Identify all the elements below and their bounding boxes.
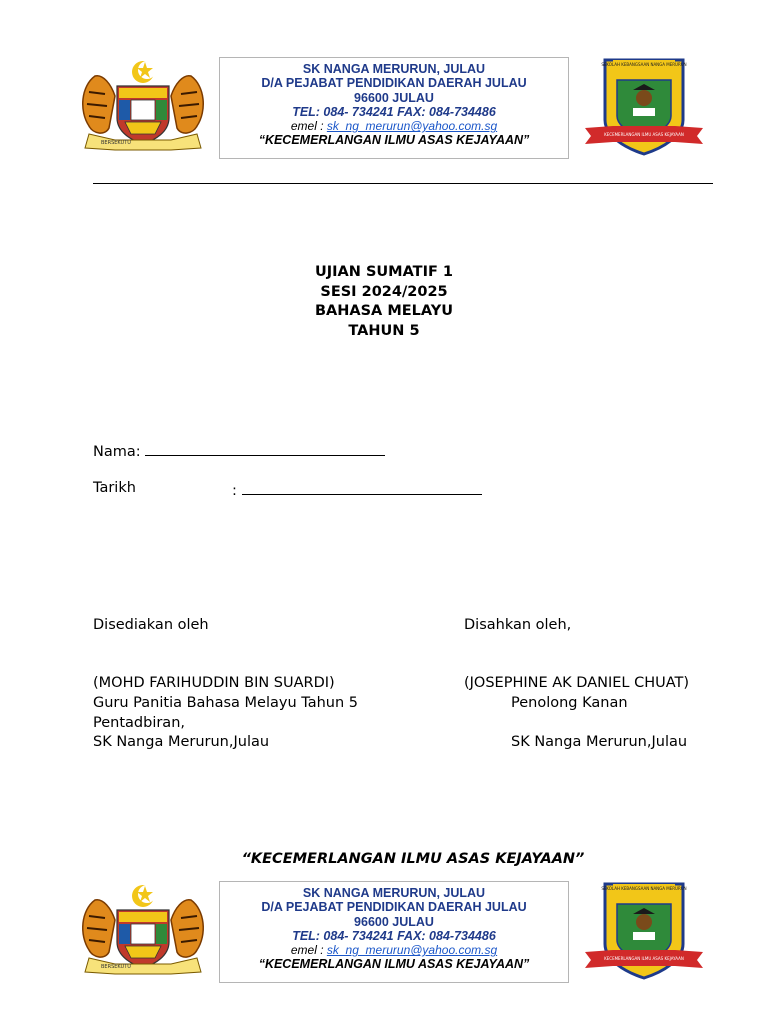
email-link[interactable]: sk_ng_merurun@yahoo.com.sg: [326, 119, 498, 134]
school-motto: “KECEMERLANGAN ILMU ASAS KEJAYAAN”: [258, 133, 530, 148]
district-office: D/A PEJABAT PENDIDIKAN DAERAH JULAU: [261, 76, 527, 91]
exam-title: UJIAN SUMATIF 1: [314, 264, 454, 280]
contact-numbers: TEL: 084- 734241 FAX: 084-734486: [292, 928, 496, 943]
preparer-school: SK Nanga Merurun,Julau: [93, 734, 270, 750]
exam-session: SESI 2024/2025: [320, 283, 448, 300]
email-label: emel :: [290, 943, 327, 958]
prepared-by-label: Disediakan oleh: [93, 617, 209, 633]
exam-year: TAHUN 5: [348, 323, 420, 340]
verifier-name: (JOSEPHINE AK DANIEL CHUAT): [464, 675, 690, 691]
letterhead-info-box: [219, 57, 569, 159]
contact-numbers: TEL: 084- 734241 FAX: 084-734486: [292, 104, 496, 119]
crest-motto-text: BERSEKUTU: [101, 964, 131, 970]
date-row: [232, 479, 482, 502]
letterhead-top: [75, 56, 705, 166]
date-label: Tarikh: [93, 480, 136, 496]
email-line: [220, 119, 568, 133]
malaysia-crest-icon: [75, 56, 211, 160]
header-divider: [93, 183, 713, 184]
school-name: SK NANGA MERURUN, JULAU: [302, 886, 486, 900]
postcode: 96600 JULAU: [354, 90, 434, 105]
email-label: emel :: [290, 119, 327, 134]
name-field-line[interactable]: [145, 440, 385, 456]
crest-motto-text: BERSEKUTU: [101, 140, 131, 146]
name-row: [93, 440, 385, 463]
school-badge-icon: [583, 880, 705, 984]
verifier-role: Penolong Kanan: [511, 695, 628, 711]
exam-title-block: [0, 263, 768, 342]
exam-subject: BAHASA MELAYU: [314, 303, 454, 320]
name-label: Nama:: [93, 444, 141, 460]
school-motto: “KECEMERLANGAN ILMU ASAS KEJAYAAN”: [258, 957, 530, 972]
school-name: SK NANGA MERURUN, JULAU: [302, 62, 486, 76]
preparer-role-2: Pentadbiran,: [93, 715, 185, 731]
badge-ribbon-text: KECEMERLANGAN ILMU ASAS KEJAYAAN: [604, 956, 684, 961]
preparer-name: (MOHD FARIHUDDIN BIN SUARDI): [93, 675, 335, 691]
email-line: [220, 943, 568, 957]
verified-by-label: Disahkan oleh,: [464, 617, 572, 633]
date-colon: :: [232, 483, 237, 499]
email-link[interactable]: sk_ng_merurun@yahoo.com.sg: [326, 943, 498, 958]
school-badge-icon: [583, 56, 705, 160]
badge-top-text: SEKOLAH KEBANGSAAN NANGA MERURUN: [601, 62, 687, 67]
malaysia-crest-icon: [75, 880, 211, 984]
letterhead-bottom: [75, 880, 705, 990]
preparer-role: Guru Panitia Bahasa Melayu Tahun 5: [93, 695, 359, 711]
postcode: 96600 JULAU: [354, 914, 434, 929]
verifier-school: SK Nanga Merurun,Julau: [511, 734, 688, 750]
letterhead-info-box: [219, 881, 569, 983]
district-office: D/A PEJABAT PENDIDIKAN DAERAH JULAU: [261, 900, 527, 915]
footer-motto: “KECEMERLANGAN ILMU ASAS KEJAYAAN”: [241, 851, 585, 867]
badge-top-text: SEKOLAH KEBANGSAAN NANGA MERURUN: [601, 886, 687, 891]
badge-ribbon-text: KECEMERLANGAN ILMU ASAS KEJAYAAN: [604, 132, 684, 137]
date-field-line[interactable]: [242, 479, 482, 495]
